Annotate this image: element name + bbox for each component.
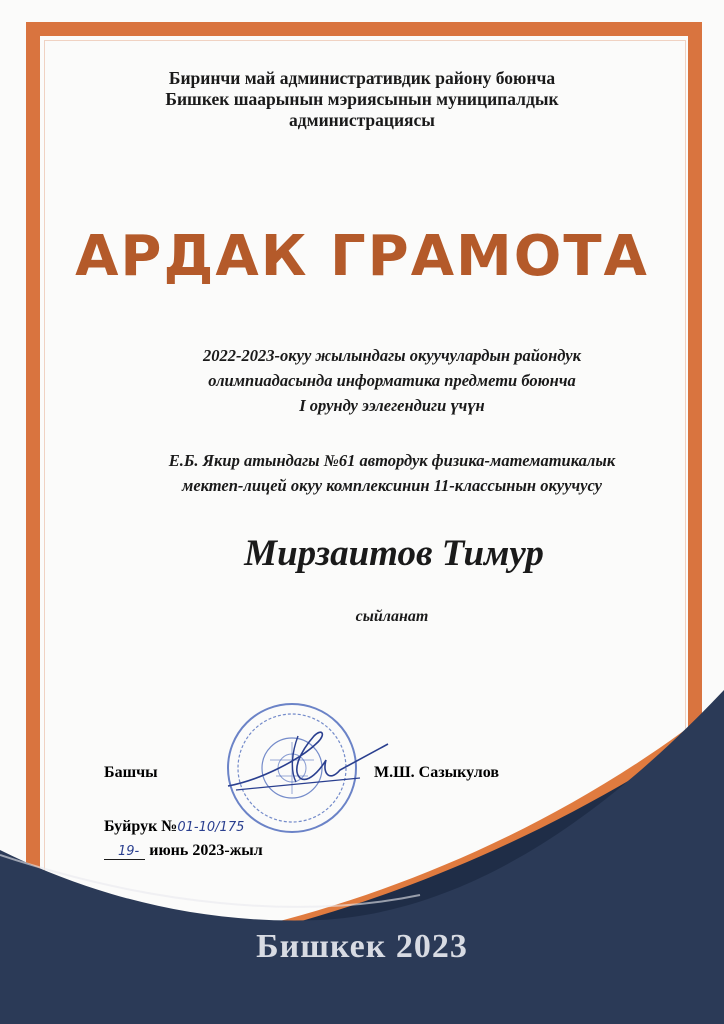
authority-line: Биринчи май административдик району боюнча [168, 68, 556, 88]
school-line: мектеп-лицей окуу комплексинин 11-классынын окуучусу [182, 476, 602, 495]
reason-line: I орунду ээлегендиги үчүн [299, 396, 485, 415]
award-reason [30, 343, 724, 418]
reason-line: олимпиадасында информатика предмети боюнча [208, 371, 576, 390]
order-label: Буйрук № [104, 818, 178, 835]
certificate-title: АРДАК ГРАМОТА [75, 224, 649, 289]
city-year: Бишкек 2023 [256, 928, 468, 965]
issuing-authority [0, 68, 724, 131]
authority-line: администрациясы [289, 110, 435, 130]
authority-line: Бишкек шаарынын мэриясынын муниципалдык [165, 89, 559, 109]
order-number [104, 818, 244, 836]
school-line: Е.Б. Якир атындагы №61 автордук физика-математикалык [168, 451, 616, 470]
reason-line: 2022-2023-окуу жылындагы окуучулардын райондук [203, 346, 581, 365]
school-description [30, 448, 724, 498]
order-date-rest: июнь 2023-жыл [149, 842, 263, 859]
order-day-handwritten: 19- [104, 844, 145, 860]
award-word: сыйланат [355, 608, 429, 625]
recipient-name: Мирзаитов Тимур [244, 533, 544, 574]
order-date [104, 842, 263, 860]
signatory-role: Башчы [104, 764, 158, 781]
order-number-handwritten: 01-10/175 [177, 820, 245, 835]
signatory-name: М.Ш. Сазыкулов [374, 764, 499, 781]
